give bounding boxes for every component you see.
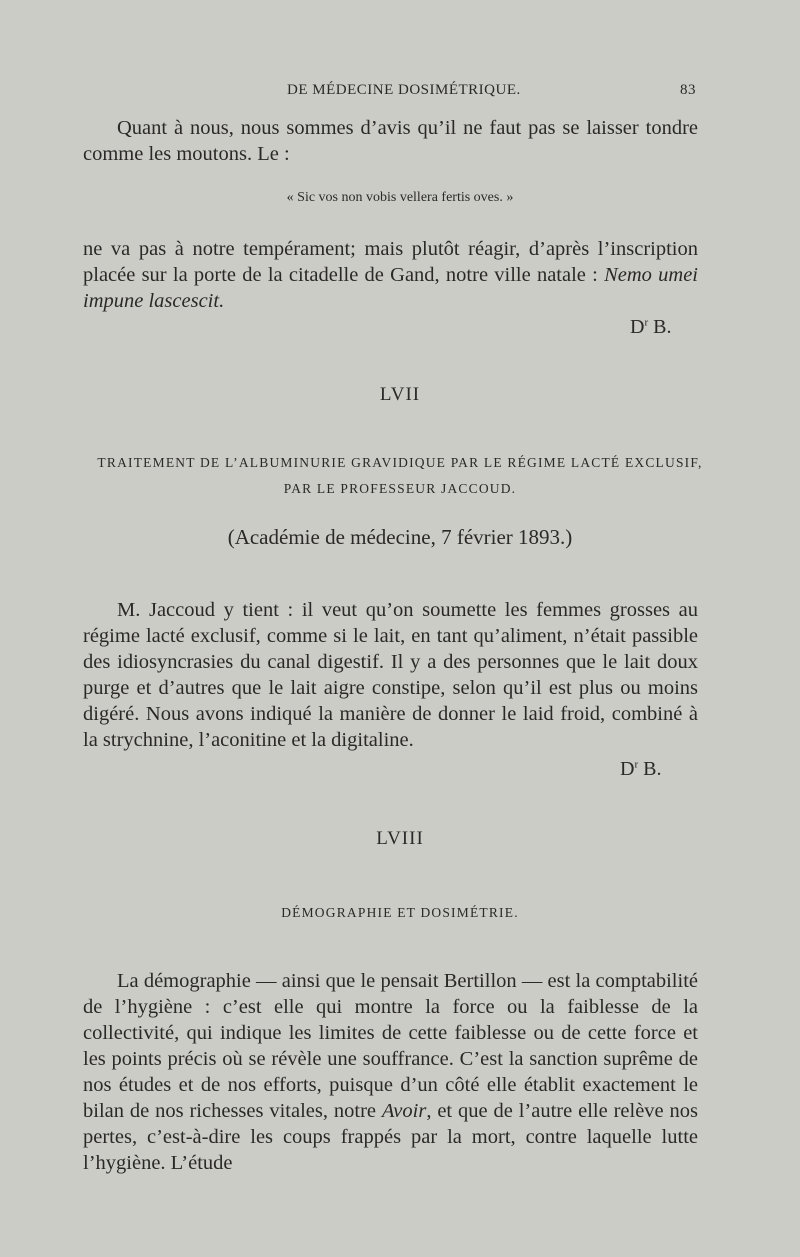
intro-paragraph-2-text: ne va pas à notre tempérament; mais plutôt réagir, d’après l’inscription placée sur la porte de la citadelle de Gand, notre ville natale : — [83, 238, 698, 286]
section-58-body — [83, 968, 698, 1176]
signature-name: B. — [648, 316, 672, 338]
signature-2 — [620, 758, 661, 781]
section-number-58: LVIII — [376, 828, 424, 849]
intro-paragraph: Quant à nous, nous sommes d’avis qu’il ne faut pas se laisser tondre comme les moutons. Le : — [83, 117, 698, 165]
section-58-body-part2: , et que de l’autre elle relève nos pertes, c’est-à-dire les coups frappés par la mort, contre laquelle lutte l’hygiène. L’étude — [83, 1100, 698, 1174]
signature-1 — [630, 316, 671, 339]
section-heading-58: DÉMOGRAPHIE ET DOSIMÉTRIE. — [281, 905, 519, 920]
section-source: (Académie de médecine, 7 février 1893.) — [227, 525, 573, 549]
section-57-body: M. Jaccoud y tient : il veut qu’on soumette les femmes grosses au régime lacté exclusif, comme si le lait, en tant qu’aliment, n’était passible des idiosyncrasies du canal digestif. Il y a des personnes que le lait doux purge et d’autres que le lait aigre constipe, selon qu’il est plus ou moins digéré. Nous avons indiqué la manière de donner le laid froid, combiné à la strychnine, l’aconitine et la digitaline. — [83, 599, 698, 751]
latin-quote: « Sic vos non vobis vellera fertis oves. » — [286, 190, 514, 205]
section-58-body-part1: La démographie — ainsi que le pensait Bertillon — est la comptabilité de l’hygiène : c’est elle qui montre la force ou la faiblesse de la collectivité, qui indique les limites de cette faiblesse ou de cette force et les points précis où se révèle une souffrance. C’est la sanction suprême de nos études et de nos efforts, puisque d’un côté elle établit exactement le bilan de nos richesses vitales, notre — [83, 970, 698, 1122]
signature-dr: D — [620, 758, 635, 780]
section-58-italic: Avoir — [381, 1100, 427, 1122]
running-title: DE MÉDECINE DOSIMÉTRIQUE. — [287, 82, 521, 98]
signature-dr: D — [630, 316, 645, 338]
signature-sup: r — [634, 758, 639, 771]
section-heading-57-line1: TRAITEMENT DE L’ALBUMINURIE GRAVIDIQUE PAR LE RÉGIME LACTÉ EXCLUSIF, — [97, 455, 703, 470]
section-number-57: LVII — [379, 384, 421, 405]
latin-inscription: Nemo umei impune lascescit. — [83, 264, 698, 312]
signature-name: B. — [638, 758, 662, 780]
intro-paragraph-2 — [83, 236, 698, 314]
page-number: 83 — [680, 82, 696, 98]
signature-sup: r — [644, 316, 649, 329]
section-heading-57-line2: PAR LE PROFESSEUR JACCOUD. — [283, 481, 517, 496]
